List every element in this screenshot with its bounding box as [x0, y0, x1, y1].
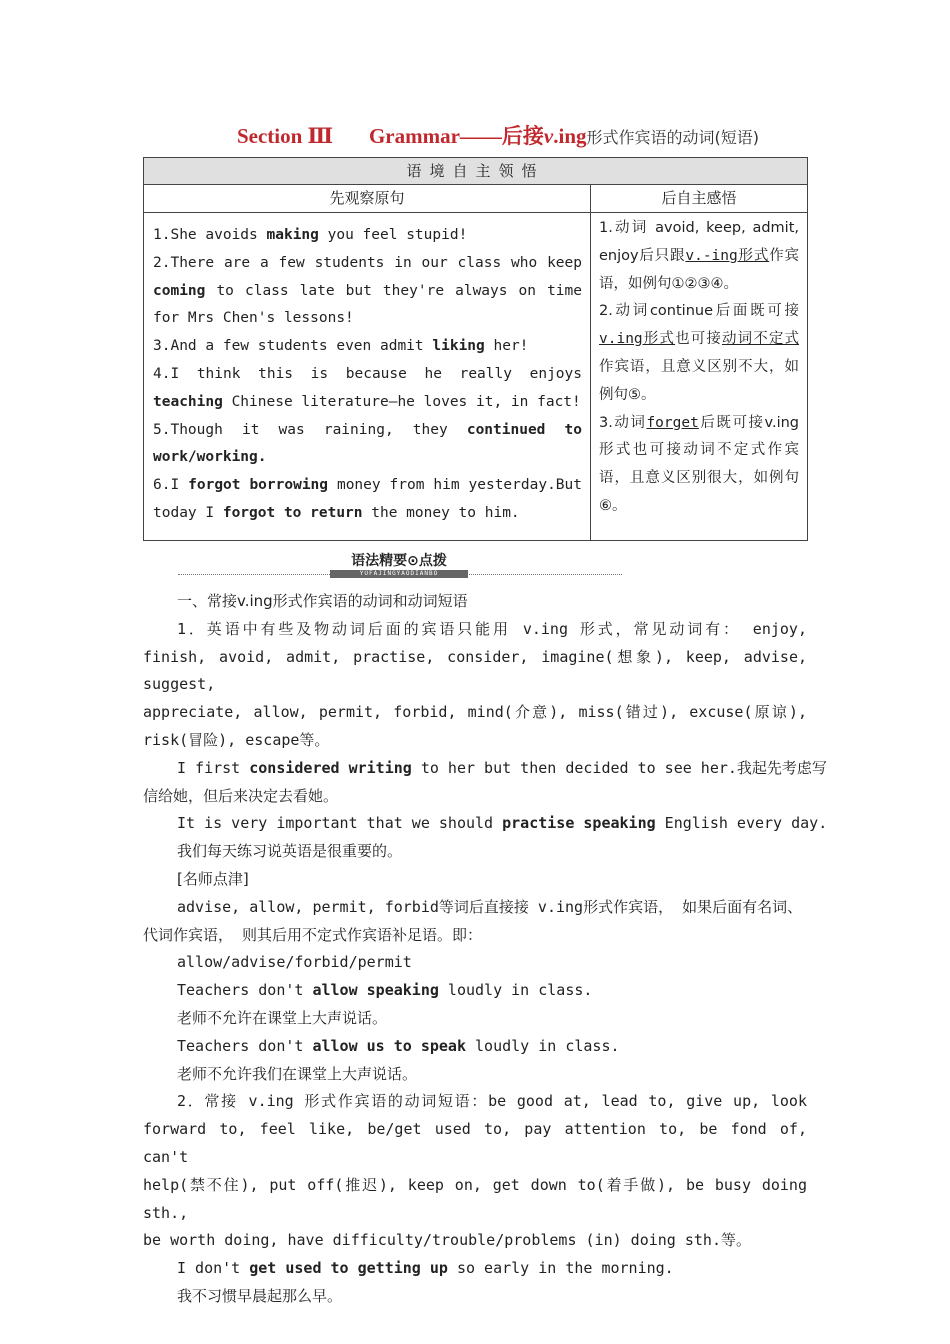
example-3: Teachers don't allow speaking loudly in class.	[177, 981, 593, 1000]
example-3-cn: 老师不允许在课堂上大声说话。	[177, 1008, 388, 1027]
example-2-cn: 我们每天练习说英语是很重要的。	[177, 842, 403, 861]
para1-line4: risk(冒险), escape等。	[143, 730, 330, 749]
title-rest: 形式作宾语的动词(短语)	[586, 128, 760, 147]
sentence-text: I	[170, 477, 189, 494]
sentence-text: money from him yesterday.But today I	[153, 477, 582, 521]
rules-cell	[591, 213, 808, 541]
section-banner	[178, 549, 622, 579]
para1-line3: appreciate, allow, permit, forbid, mind(介意), miss(错过), excuse(原谅),	[143, 703, 807, 722]
examples-cell	[144, 213, 591, 541]
key-verb: forgot to return	[222, 504, 363, 521]
example-number: 1.	[153, 227, 171, 243]
sentence-text: Chinese literature—he loves it, in fact!	[222, 393, 581, 410]
rule-2: 2.动词continue后面既可接v.ing形式也可接动词不定式作宾语，且意义区别不大，如例句⑤。	[599, 303, 800, 403]
grammar-body	[143, 588, 828, 1311]
col-right-header: 后自主感悟	[591, 185, 808, 213]
para2-line2: forward to, feel like, be/get used to, pay attention to, be fond of, can't	[143, 1120, 807, 1166]
example-number: 4.	[153, 365, 171, 382]
para2-line3: help(禁不住), put off(推迟), keep on, get down to(着手做), be busy doing sth.,	[143, 1175, 807, 1222]
col-left-header: 先观察原句	[144, 185, 591, 213]
tip-line3: allow/advise/forbid/permit	[177, 953, 412, 972]
example-number: 6.	[153, 477, 171, 494]
example-1-cn: 信给她，但后来决定去看她。	[143, 786, 339, 805]
sentence-text: you feel stupid!	[318, 227, 468, 243]
context-table	[143, 157, 808, 541]
example-sentence-6	[153, 472, 582, 528]
example-sentence-2	[153, 250, 582, 333]
para2-line4: be worth doing, have difficulty/trouble/problems (in) doing sth.等。	[143, 1231, 751, 1250]
sentence-text: her!	[484, 338, 529, 355]
example-sentence-3	[153, 333, 582, 361]
sentence-text: She avoids	[170, 227, 267, 243]
example-1: I first considered writing to her but then decided to see her.我起先考虑写	[177, 758, 827, 777]
rule-1: 1.动词 avoid, keep, admit, enjoy后只跟v.-ing形式作宾语，如例句①②③④。	[599, 220, 800, 292]
key-verb: coming	[153, 282, 206, 299]
example-sentence-5	[153, 417, 582, 473]
example-2: It is very important that we should practise speaking English every day.	[177, 814, 828, 833]
example-sentence-1	[153, 222, 582, 250]
tip-line2: 代词作宾语， 则其后用不定式作宾语补足语。即：	[143, 925, 483, 944]
key-verb: continued to work/working.	[153, 421, 582, 466]
banner-sub: YUFAJINGYAODIANBO	[359, 570, 439, 577]
sentence-text: And a few students even admit	[170, 338, 433, 355]
example-list	[153, 222, 582, 528]
heading-1: 一、常接v.ing形式作宾语的动词和动词短语	[177, 592, 468, 610]
table-header: 语境自主领悟	[144, 158, 808, 185]
sentence-text: the money to him.	[362, 504, 520, 521]
example-number: 3.	[153, 338, 171, 355]
sentence-text: Though it was raining, they	[170, 421, 467, 438]
title-grammar: Grammar——后接v.ing	[368, 124, 587, 148]
sentence-text: There are a few students in our class who keep	[170, 254, 582, 271]
page-title	[0, 120, 950, 154]
para1-line2: finish, avoid, admit, practise, consider, imagine(想象), keep, advise, suggest,	[143, 647, 807, 694]
key-verb: making	[266, 227, 319, 243]
example-4-cn: 老师不允许我们在课堂上大声说话。	[177, 1064, 418, 1083]
example-number: 2.	[153, 254, 171, 271]
example-5: I don't get used to getting up so early in the morning.	[177, 1259, 674, 1278]
key-verb: teaching	[153, 393, 223, 410]
title-section: Section Ⅲ	[236, 124, 334, 148]
banner-label: 语法精要⊙点拨	[351, 553, 447, 569]
example-sentence-4	[153, 361, 582, 417]
example-4: Teachers don't allow us to speak loudly in class.	[177, 1036, 620, 1055]
sentence-text: I think this is because he really enjoys	[170, 365, 582, 382]
para1-line1: 1．英语中有些及物动词后面的宾语只能用 v.ing 形式，常见动词有： enjoy,	[177, 619, 807, 638]
para2-line1: 2．常接 v.ing 形式作宾语的动词短语：be good at, lead to, give up, look	[177, 1092, 807, 1111]
teacher-tip: [名师点津]	[177, 869, 249, 888]
tip-line1: advise, allow, permit, forbid等词后直接接 v.ing形式作宾语， 如果后面有名词、	[177, 897, 803, 916]
key-verb: forgot borrowing	[188, 477, 329, 494]
sentence-text: to class late but they're always on time for Mrs Chen's lessons!	[153, 282, 582, 327]
rule-3: 3.动词forget后既可接v.ing形式也可接动词不定式作宾语，且意义区别很大，如例句⑥。	[599, 414, 800, 514]
example-5-cn: 我不习惯早晨起那么早。	[177, 1286, 343, 1305]
key-verb: liking	[432, 338, 485, 355]
example-number: 5.	[153, 421, 171, 438]
